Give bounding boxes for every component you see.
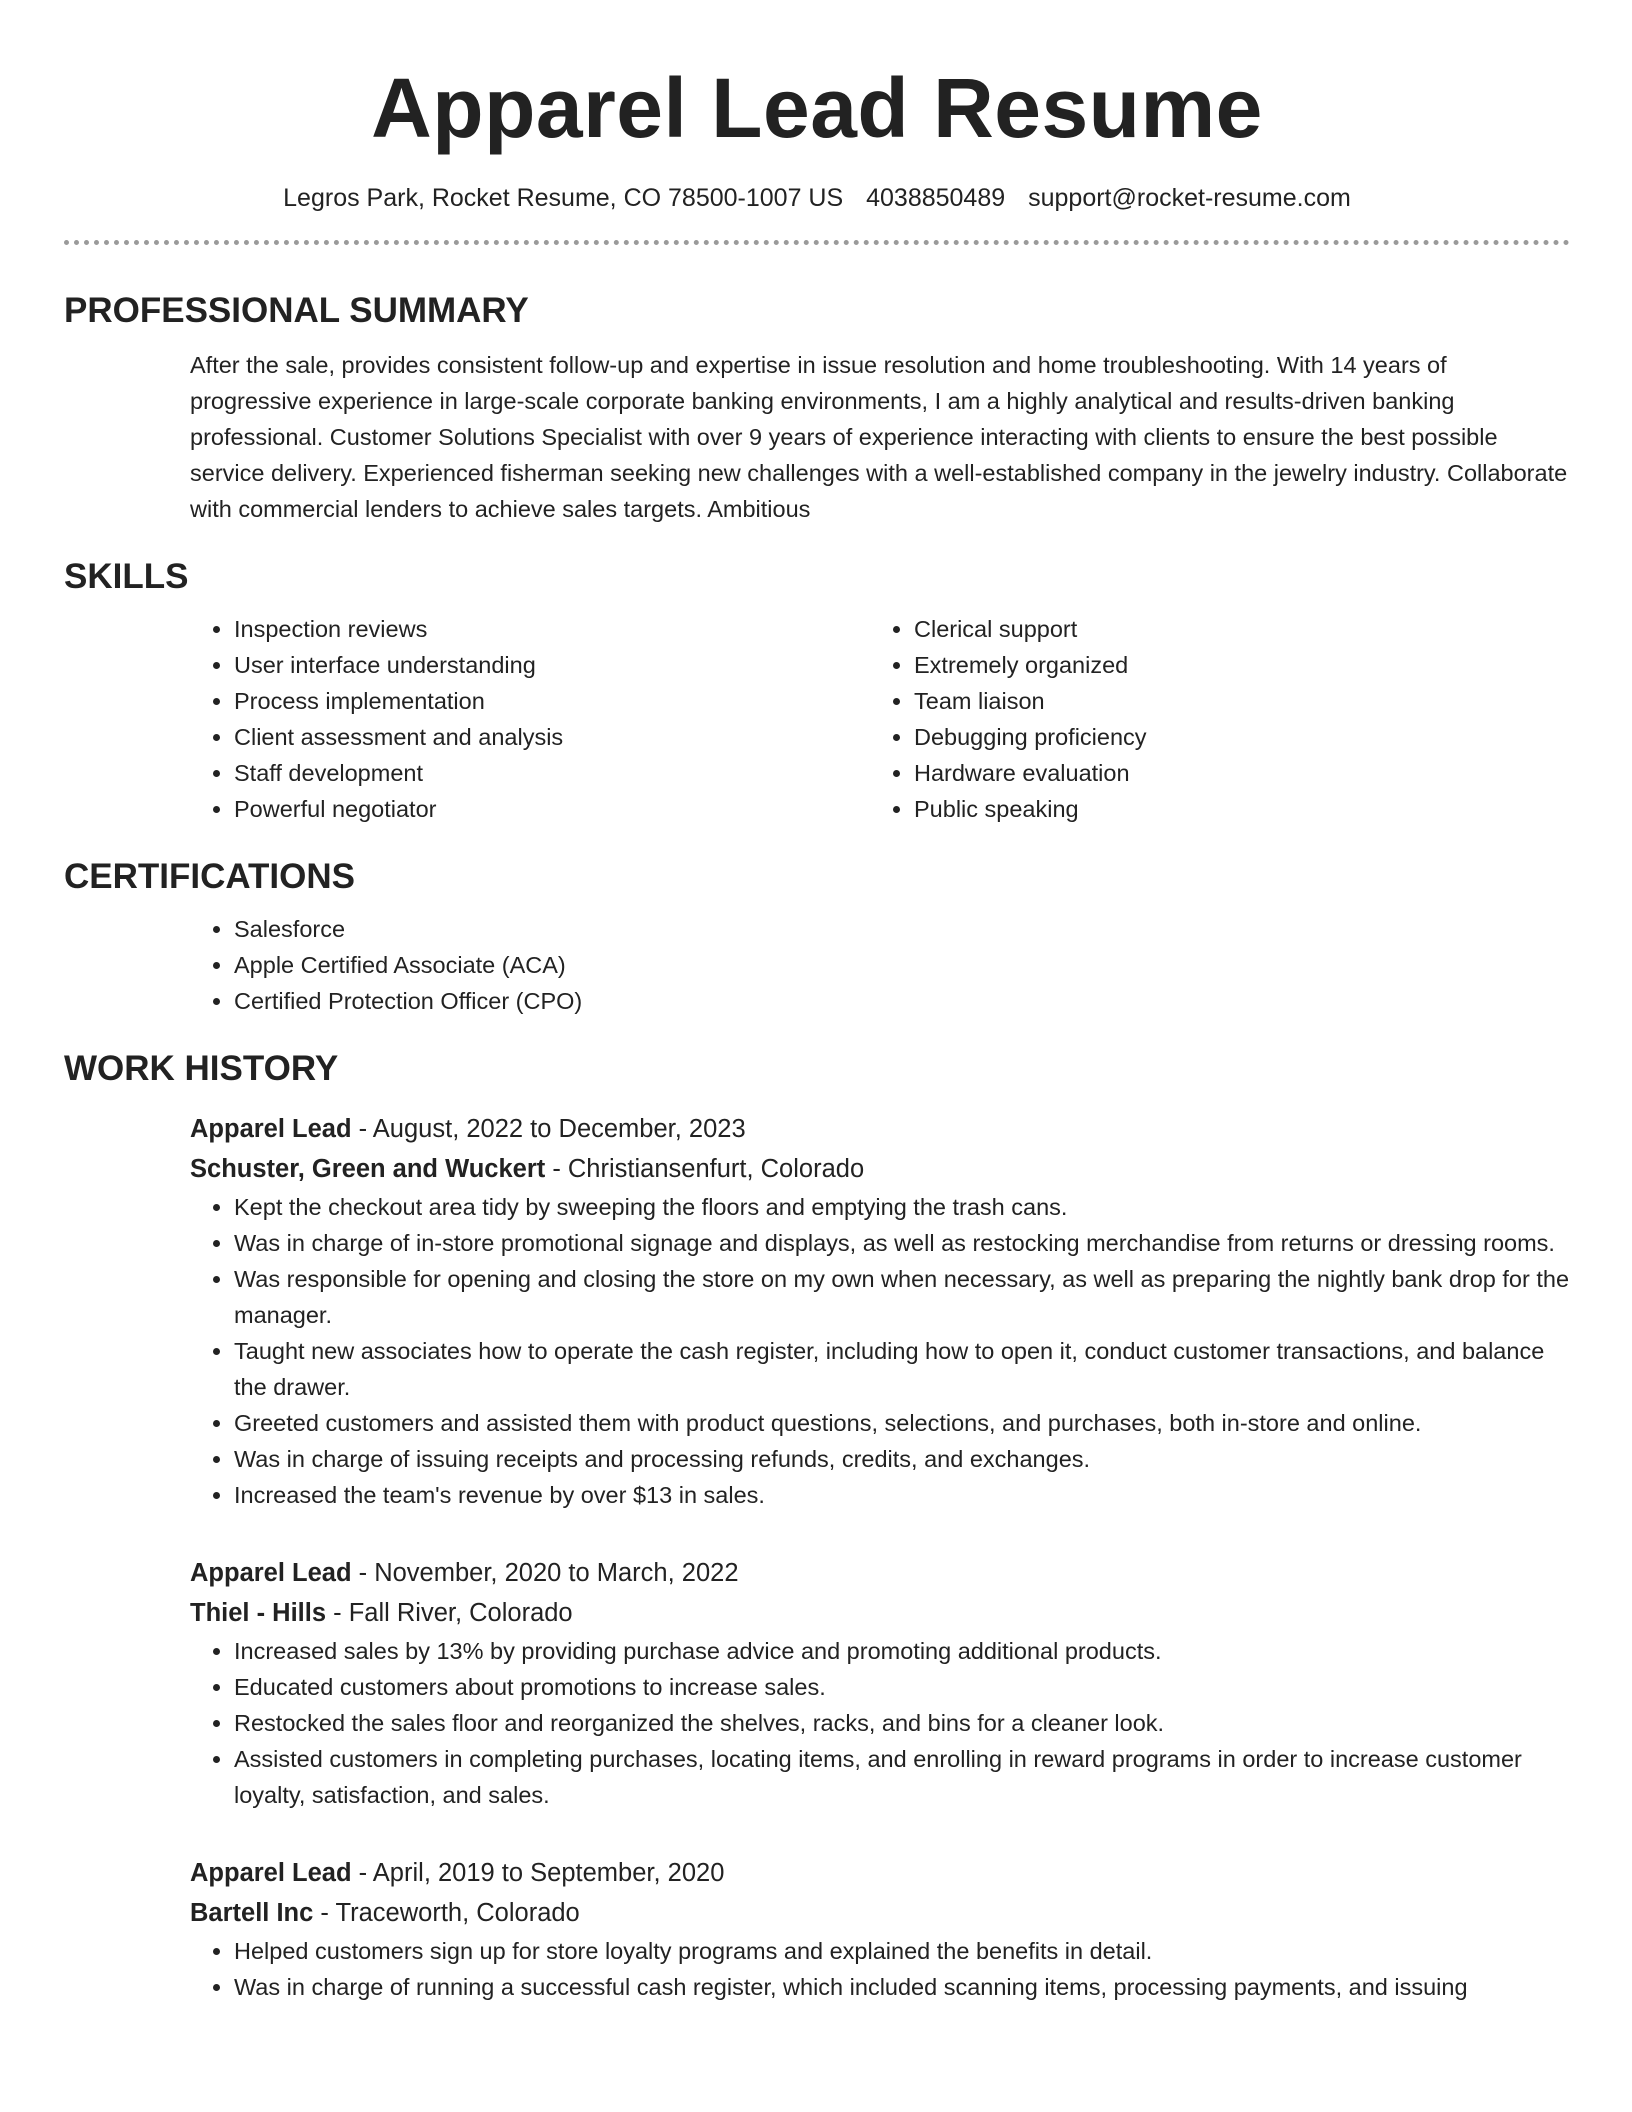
job-duty-item: • Taught new associates how to operate the cash register, including how to open it, conduct customer transactions, and balance the drawer. [234,1333,1570,1405]
job-duty-item: • Helped customers sign up for store loyalty programs and explained the benefits in detail. [234,1933,1570,1969]
skill-item: • Extremely organized [914,647,1550,683]
job-company-line [190,1893,1570,1933]
contact-address: Legros Park, Rocket Resume, CO 78500-1007 US [283,184,844,212]
header-divider [64,240,1570,245]
contact-line [64,182,1570,214]
skill-item: • Client assessment and analysis [234,719,870,755]
job-entry [190,1553,1570,1813]
job-duties-list [190,1189,1570,1513]
skill-item: • Clerical support [914,611,1550,647]
job-duty-item: • Was in charge of running a successful cash register, which included scanning items, processing payments, and issuing [234,1969,1570,2005]
work-history-heading: WORK HISTORY [64,1049,339,1088]
job-duty-item: • Increased the team's revenue by over $13 in sales. [234,1477,1570,1513]
skill-item: • Staff development [234,755,870,791]
skills-list-left [190,611,870,827]
job-dates: - November, 2020 to March, 2022 [351,1559,739,1587]
skill-item: • Inspection reviews [234,611,870,647]
job-company: Thiel - Hills [190,1599,327,1627]
job-company-line [190,1149,1570,1189]
skills-grid [190,611,1570,827]
skill-item: • Process implementation [234,683,870,719]
skill-item: • Debugging proficiency [914,719,1550,755]
job-role-line [190,1853,1570,1893]
job-company-line [190,1593,1570,1633]
job-entry [190,1853,1570,2005]
job-location: - Fall River, Colorado [326,1599,573,1627]
skills-column-left [190,611,870,827]
skill-item: • Powerful negotiator [234,791,870,827]
job-dates: - August, 2022 to December, 2023 [351,1115,746,1143]
job-entry [190,1109,1570,1513]
skills-column-right [870,611,1550,827]
summary-text: After the sale, provides consistent follow-up and expertise in issue resolution and home troubleshooting. With 14 years of progressive experience in large-scale corporate banking environments, I am a highly analytical and results-driven banking professional. Customer Solutions Specialist with over 9 years of experience interacting with clients to ensure the best possible service delivery. Experienced fisherman seeking new challenges with a well-established company in the jewelry industry. Collaborate with commercial lenders to achieve sales targets. Ambitious [190,352,1568,522]
job-role: Apparel Lead [190,1859,352,1887]
job-duty-item: • Increased sales by 13% by providing purchase advice and promoting additional products. [234,1633,1570,1669]
job-location: - Traceworth, Colorado [313,1899,580,1927]
job-duties-list [190,1933,1570,2005]
certifications-heading: CERTIFICATIONS [64,857,356,896]
skill-item: • Public speaking [914,791,1550,827]
skill-item: • User interface understanding [234,647,870,683]
job-role-line [190,1553,1570,1593]
certification-item: • Salesforce [234,911,1570,947]
certifications-list [190,911,1570,1019]
job-duty-item: • Educated customers about promotions to increase sales. [234,1669,1570,1705]
job-duty-item: • Was in charge of issuing receipts and processing refunds, credits, and exchanges. [234,1441,1570,1477]
skill-item: • Hardware evaluation [914,755,1550,791]
job-location: - Christiansenfurt, Colorado [545,1155,865,1183]
job-duty-item: • Was responsible for opening and closing the store on my own when necessary, as well as preparing the nightly bank drop for the manager. [234,1261,1570,1333]
job-duties-list [190,1633,1570,1813]
job-role: Apparel Lead [190,1559,352,1587]
job-duty-item: • Greeted customers and assisted them with product questions, selections, and purchases, both in-store and online. [234,1405,1570,1441]
job-dates: - April, 2019 to September, 2020 [351,1859,725,1887]
contact-email[interactable]: support@rocket-resume.com [1028,184,1351,212]
job-company: Schuster, Green and Wuckert [190,1155,546,1183]
job-duty-item: • Was in charge of in-store promotional signage and displays, as well as restocking merchandise from returns or dressing rooms. [234,1225,1570,1261]
resume-title: Apparel Lead Resume [371,61,1263,155]
skills-heading: SKILLS [64,557,189,596]
contact-phone: 4038850489 [866,184,1006,212]
skill-item: • Team liaison [914,683,1550,719]
certification-item: • Apple Certified Associate (ACA) [234,947,1570,983]
job-duty-item: • Restocked the sales floor and reorganized the shelves, racks, and bins for a cleaner look. [234,1705,1570,1741]
resume-page [64,0,1570,2005]
job-company: Bartell Inc [190,1899,314,1927]
job-role-line [190,1109,1570,1149]
certification-item: • Certified Protection Officer (CPO) [234,983,1570,1019]
job-duty-item: • Assisted customers in completing purchases, locating items, and enrolling in reward programs in order to increase customer loyalty, satisfaction, and sales. [234,1741,1570,1813]
certifications-body [190,911,1570,1019]
job-duty-item: • Kept the checkout area tidy by sweeping the floors and emptying the trash cans. [234,1189,1570,1225]
summary-heading: PROFESSIONAL SUMMARY [64,291,529,330]
job-role: Apparel Lead [190,1115,352,1143]
skills-list-right [870,611,1550,827]
